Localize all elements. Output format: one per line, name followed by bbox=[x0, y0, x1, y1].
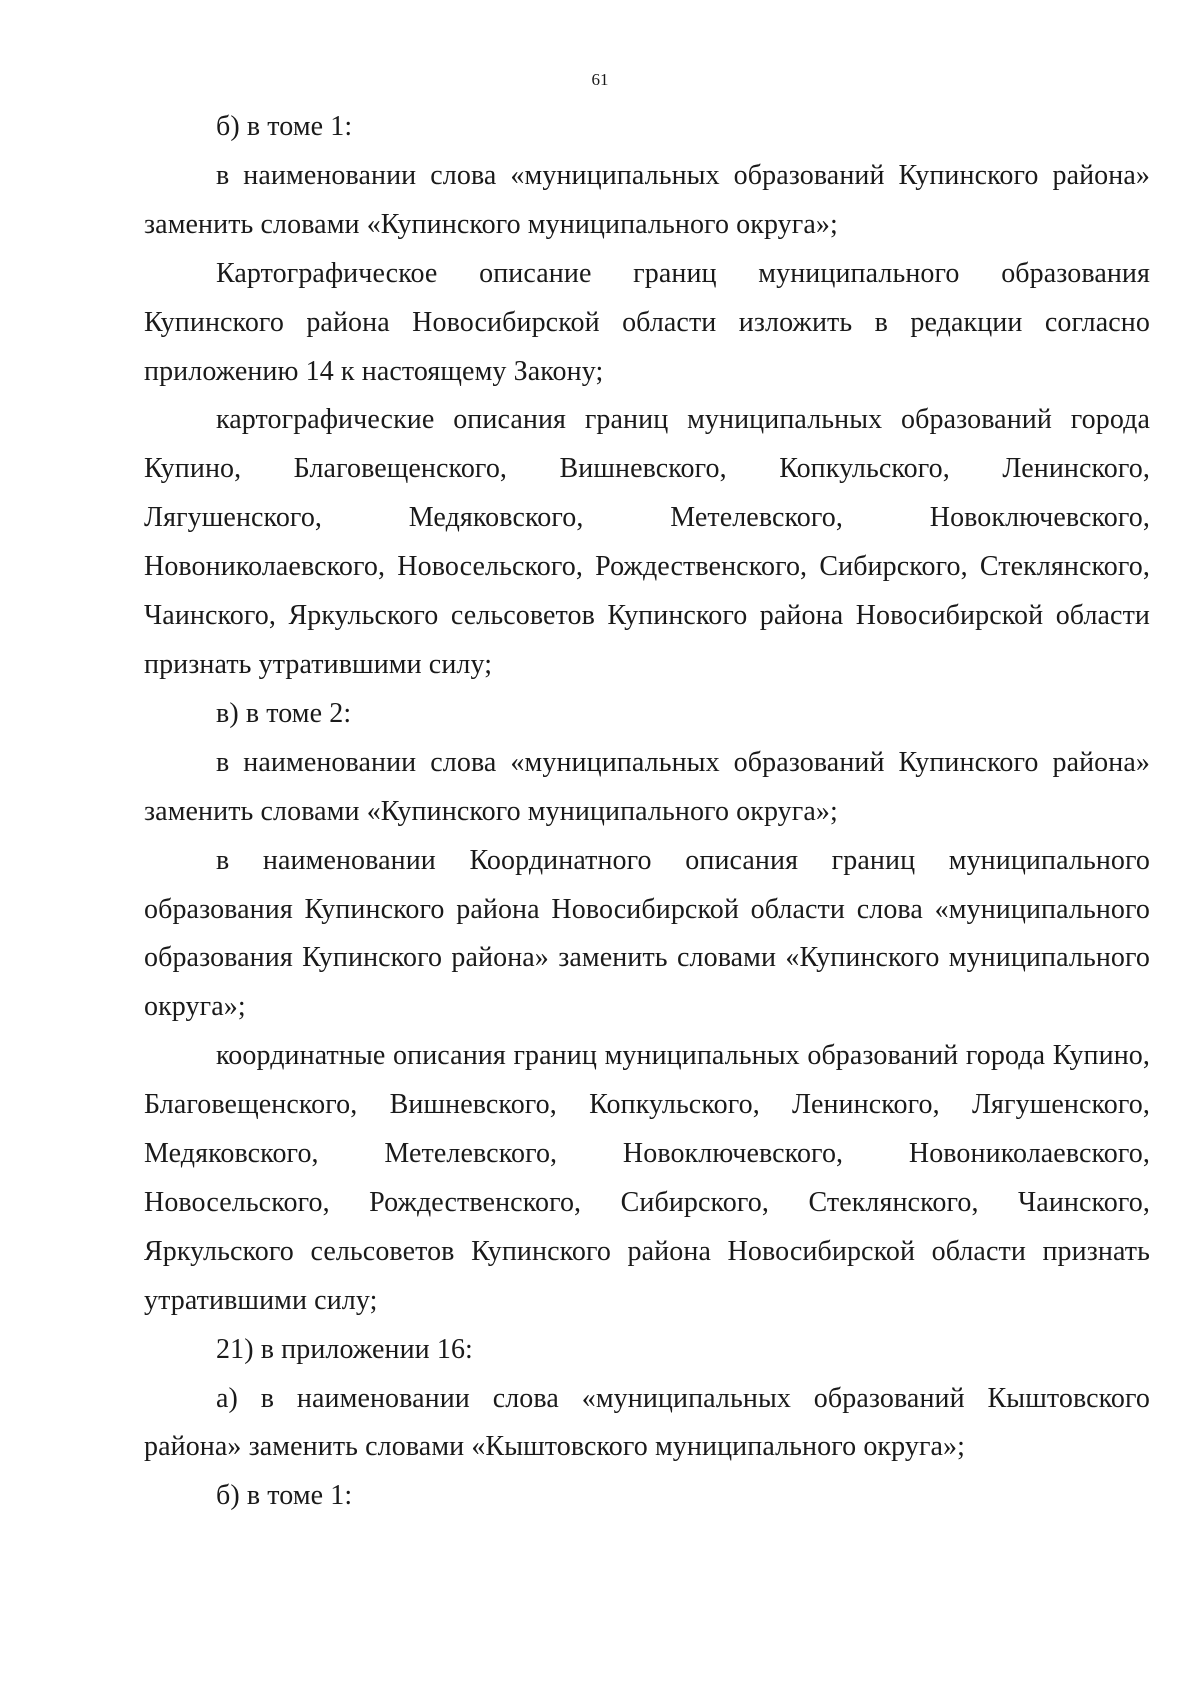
page-number: 61 bbox=[591, 70, 609, 89]
paragraph-rename-title-vol2: в наименовании слова «муниципальных образований Купинского района» заменить словами «Купинского муниципального округа»; bbox=[144, 746, 1150, 827]
paragraph-rename-title-vol1: в наименовании слова «муниципальных образований Купинского района» заменить словами «Купинского муниципального округа»; bbox=[144, 159, 1150, 240]
paragraph-appendix-16-rename: а) в наименовании слова «муниципальных образований Кыштовского района» заменить словами «Кыштовского муниципального округа»; bbox=[144, 1382, 1150, 1463]
paragraph-volume-1-heading: б) в томе 1: bbox=[216, 111, 353, 142]
paragraph-appendix-16-heading: 21) в приложении 16: bbox=[216, 1333, 473, 1365]
paragraph-coordinate-rename: в наименовании Координатного описания границ муниципального образования Купинского района Новосибирской области слова «муниципального образования Купинского района» заменить словами «Купинского муниципального округа»; bbox=[144, 844, 1150, 1023]
paragraph-cartographic-repeal: картографические описания границ муниципальных образований города Купино, Благовещенского, Вишневского, Копкульского, Ленинского, Лягушенского, Медяковского, Метелевского, Новоключевского, Новониколаевского, Новосельского, Рождественского, Сибирского, Стеклянского, Чаинского, Яркульского сельсоветов Купинского района Новосибирской области признать утратившими силу; bbox=[144, 404, 1150, 680]
paragraph-cartographic-description: Картографическое описание границ муниципального образования Купинского района Новосибирской области изложить в редакции согласно приложению 14 к настоящему Закону; bbox=[144, 257, 1150, 387]
paragraph-volume-2-heading: в) в томе 2: bbox=[216, 697, 352, 729]
paragraph-coordinate-repeal: координатные описания границ муниципальных образований города Купино, Благовещенского, Вишневского, Копкульского, Ленинского, Лягушенского, Медяковского, Метелевского, Новоключевского, Новониколаевского, Новосельского, Рождественского, Сибирского, Стеклянского, Чаинского, Яркульского сельсоветов Купинского района Новосибирской области признать утратившими силу; bbox=[144, 1040, 1150, 1316]
document-body bbox=[144, 103, 1150, 1521]
paragraph-appendix-16-volume-1: б) в томе 1: bbox=[216, 1480, 353, 1512]
